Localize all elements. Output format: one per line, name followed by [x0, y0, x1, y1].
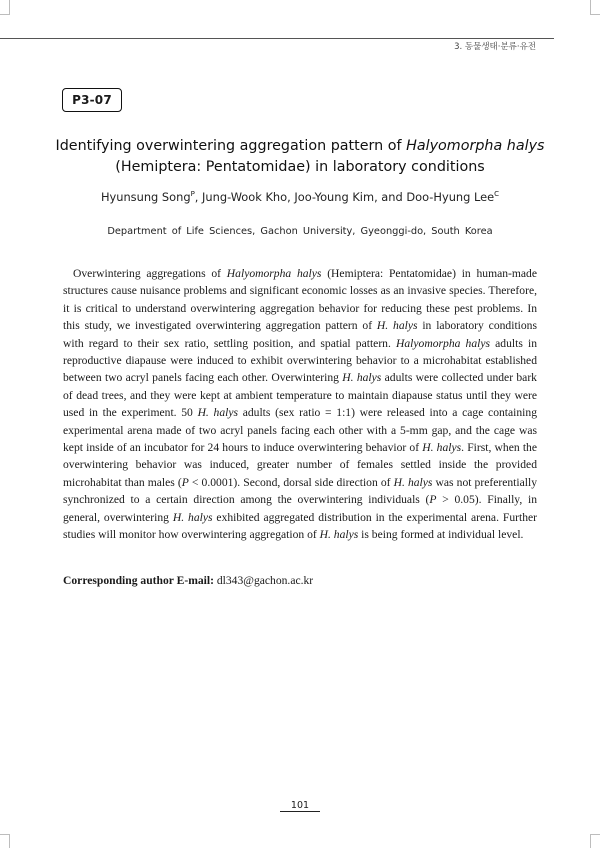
- abstract-text: exhibited aggregated distribution in the experimental arena. Further studies will monitor how overwintering aggregation of: [63, 510, 538, 542]
- author-list: [40, 190, 560, 204]
- presenting-author: Hyunsung Song: [100, 190, 191, 204]
- abstract-text: (Hemiptera: Pentatomidae) in human-made structures cause nuisance problems and significant economic losses as an invasive species. Therefore, it is critical to understand overwintering aggregation behavior for reducing these pest problems. In this study, we investigated overwintering aggregation pattern of: [63, 267, 537, 333]
- paper-title: [40, 136, 560, 178]
- abstract-text: > 0.05). Finally, in general, overwintering: [63, 493, 537, 524]
- species-name: H. halys: [342, 371, 382, 385]
- title-text-line2: (Hemiptera: Pentatomidae) in laboratory conditions: [115, 159, 485, 175]
- abstract-text: adults were collected under bark of dead trees, and they were kept at ambient temperature to maintain diapause status until they were used in the experiment. 50: [63, 371, 537, 420]
- species-name: H. halys: [319, 528, 359, 542]
- title-species: Halyomorpha halys: [406, 138, 545, 154]
- crop-mark: [590, 834, 591, 848]
- crop-mark: [590, 834, 600, 835]
- page-number-rule: [280, 811, 320, 812]
- species-name: H. halys: [172, 510, 213, 524]
- corresponding-label: Corresponding author E-mail:: [63, 574, 214, 587]
- corresponding-email[interactable]: dl343@gachon.ac.kr: [216, 574, 314, 587]
- section-label: 3. 동물생태·분류·유전: [454, 42, 536, 52]
- crop-mark: [590, 14, 600, 15]
- abstract-text: is being formed at individual level.: [358, 528, 524, 542]
- species-name: H. halys: [422, 441, 462, 455]
- paper-code-badge: P3-07: [62, 88, 122, 112]
- crop-mark: [590, 0, 591, 14]
- corresponding-mark: C: [494, 190, 500, 199]
- abstract-text: Overwintering aggregations of: [73, 267, 227, 280]
- p-value-symbol: P: [181, 475, 189, 489]
- abstract-text: was not preferentially synchronized to a certain direction among the overwintering individuals (: [63, 475, 537, 507]
- abstract-text: in laboratory conditions with regard to their sex ratio, settling position, and spatial pattern.: [63, 319, 537, 350]
- crop-mark: [9, 0, 10, 14]
- abstract-body: [63, 265, 537, 544]
- presenter-mark: P: [190, 190, 195, 199]
- p-value-symbol: P: [429, 493, 437, 507]
- header-rule: [0, 38, 554, 39]
- title-text: Identifying overwintering aggregation pattern of: [55, 138, 407, 154]
- species-name: Halyomorpha halys: [396, 336, 491, 350]
- species-name: Halyomorpha halys: [226, 267, 322, 280]
- corresponding-author: [63, 574, 313, 587]
- species-name: H. halys: [197, 406, 239, 420]
- species-name: H. halys: [393, 475, 433, 489]
- affiliation: Department of Life Sciences, Gachon University, Gyeonggi-do, South Korea: [107, 226, 493, 237]
- co-authors: , Jung-Wook Kho, Joo-Young Kim, and Doo-Hyung Lee: [194, 190, 495, 204]
- abstract-text: adults in reproductive diapause were induced to exhibit overwintering behavior to a microhabitat established between two acryl panels facing each other. Overwintering: [63, 336, 538, 385]
- species-name: H. halys: [376, 319, 418, 333]
- page-number: 101: [290, 800, 310, 811]
- abstract-text: < 0.0001). Second, dorsal side direction of: [188, 475, 394, 489]
- crop-mark: [0, 14, 10, 15]
- abstract-text: adults (sex ratio = 1:1) were released into a cage containing experimental arena made of two acryl panels facing each other with a 5-mm gap, and the cage was kept inside of an incubator for 24 hours to induce overwintering behavior of: [63, 406, 537, 455]
- abstract-text: . First, when the overwintering behavior was induced, greater number of females settled inside the provided microhabitat than males (: [63, 441, 537, 489]
- crop-mark: [9, 834, 10, 848]
